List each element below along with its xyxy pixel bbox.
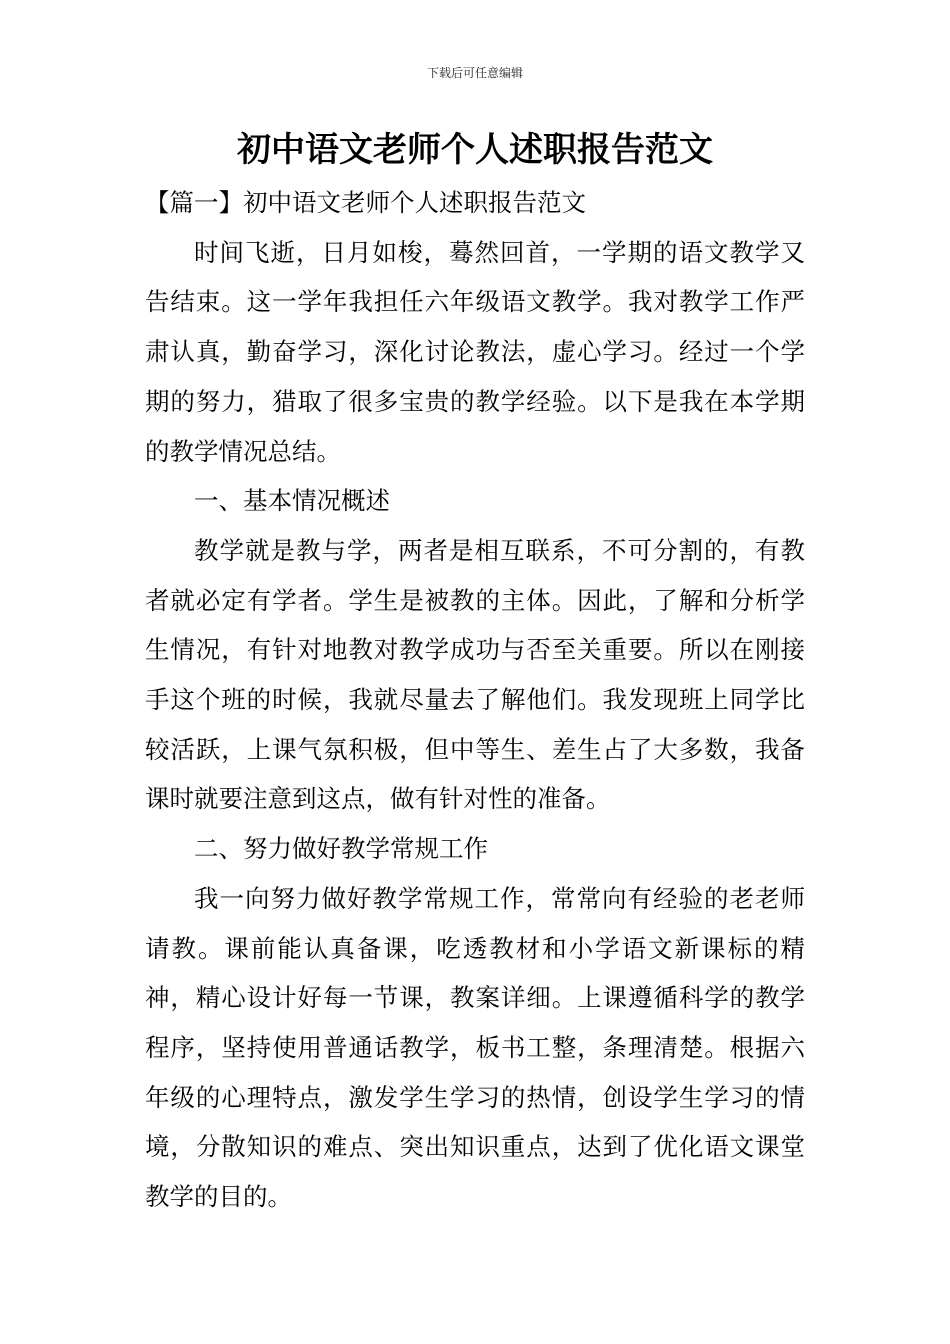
paragraph-teaching-routine: 我一向努力做好教学常规工作，常常向有经验的老老师请教。课前能认真备课，吃透教材和小学语文新课标的精神，精心设计好每一节课，教案详细。上课遵循科学的教学程序，坚持使用普通话教学，板书工整，条理清楚。根据六年级的心理特点，激发学生学习的热情，创设学生学习的情境，分散知识的难点、突出知识重点，达到了优化语文课堂教学的目的。 <box>145 883 805 1212</box>
section-heading-teaching-routine: 二、努力做好教学常规工作 <box>194 834 488 864</box>
paragraph-basic-situation: 教学就是教与学，两者是相互联系，不可分割的，有教者就必定有学者。学生是被教的主体。因此，了解和分析学生情况，有针对地教对教学成功与否至关重要。所以在刚接手这个班的时候，我就尽量去了解他们。我发现班上同学比较活跃，上课气氛积极，但中等生、差生占了大多数，我备课时就要注意到这点，做有针对性的准备。 <box>145 535 805 814</box>
section-tag: 【篇一】初中语文老师个人述职报告范文 <box>145 188 586 217</box>
document-body <box>145 178 805 1222</box>
section-heading-basic-situation: 一、基本情况概述 <box>194 486 390 516</box>
document-title: 初中语文老师个人述职报告范文 <box>237 130 713 170</box>
paragraph-intro: 时间飞逝，日月如梭，蓦然回首，一学期的语文教学又告结束。这一学年我担任六年级语文教学。我对教学工作严肃认真，勤奋学习，深化讨论教法，虚心学习。经过一个学期的努力，猎取了很多宝贵的教学经验。以下是我在本学期的教学情况总结。 <box>145 237 805 466</box>
header-note: 下载后可任意编辑 <box>426 66 523 80</box>
